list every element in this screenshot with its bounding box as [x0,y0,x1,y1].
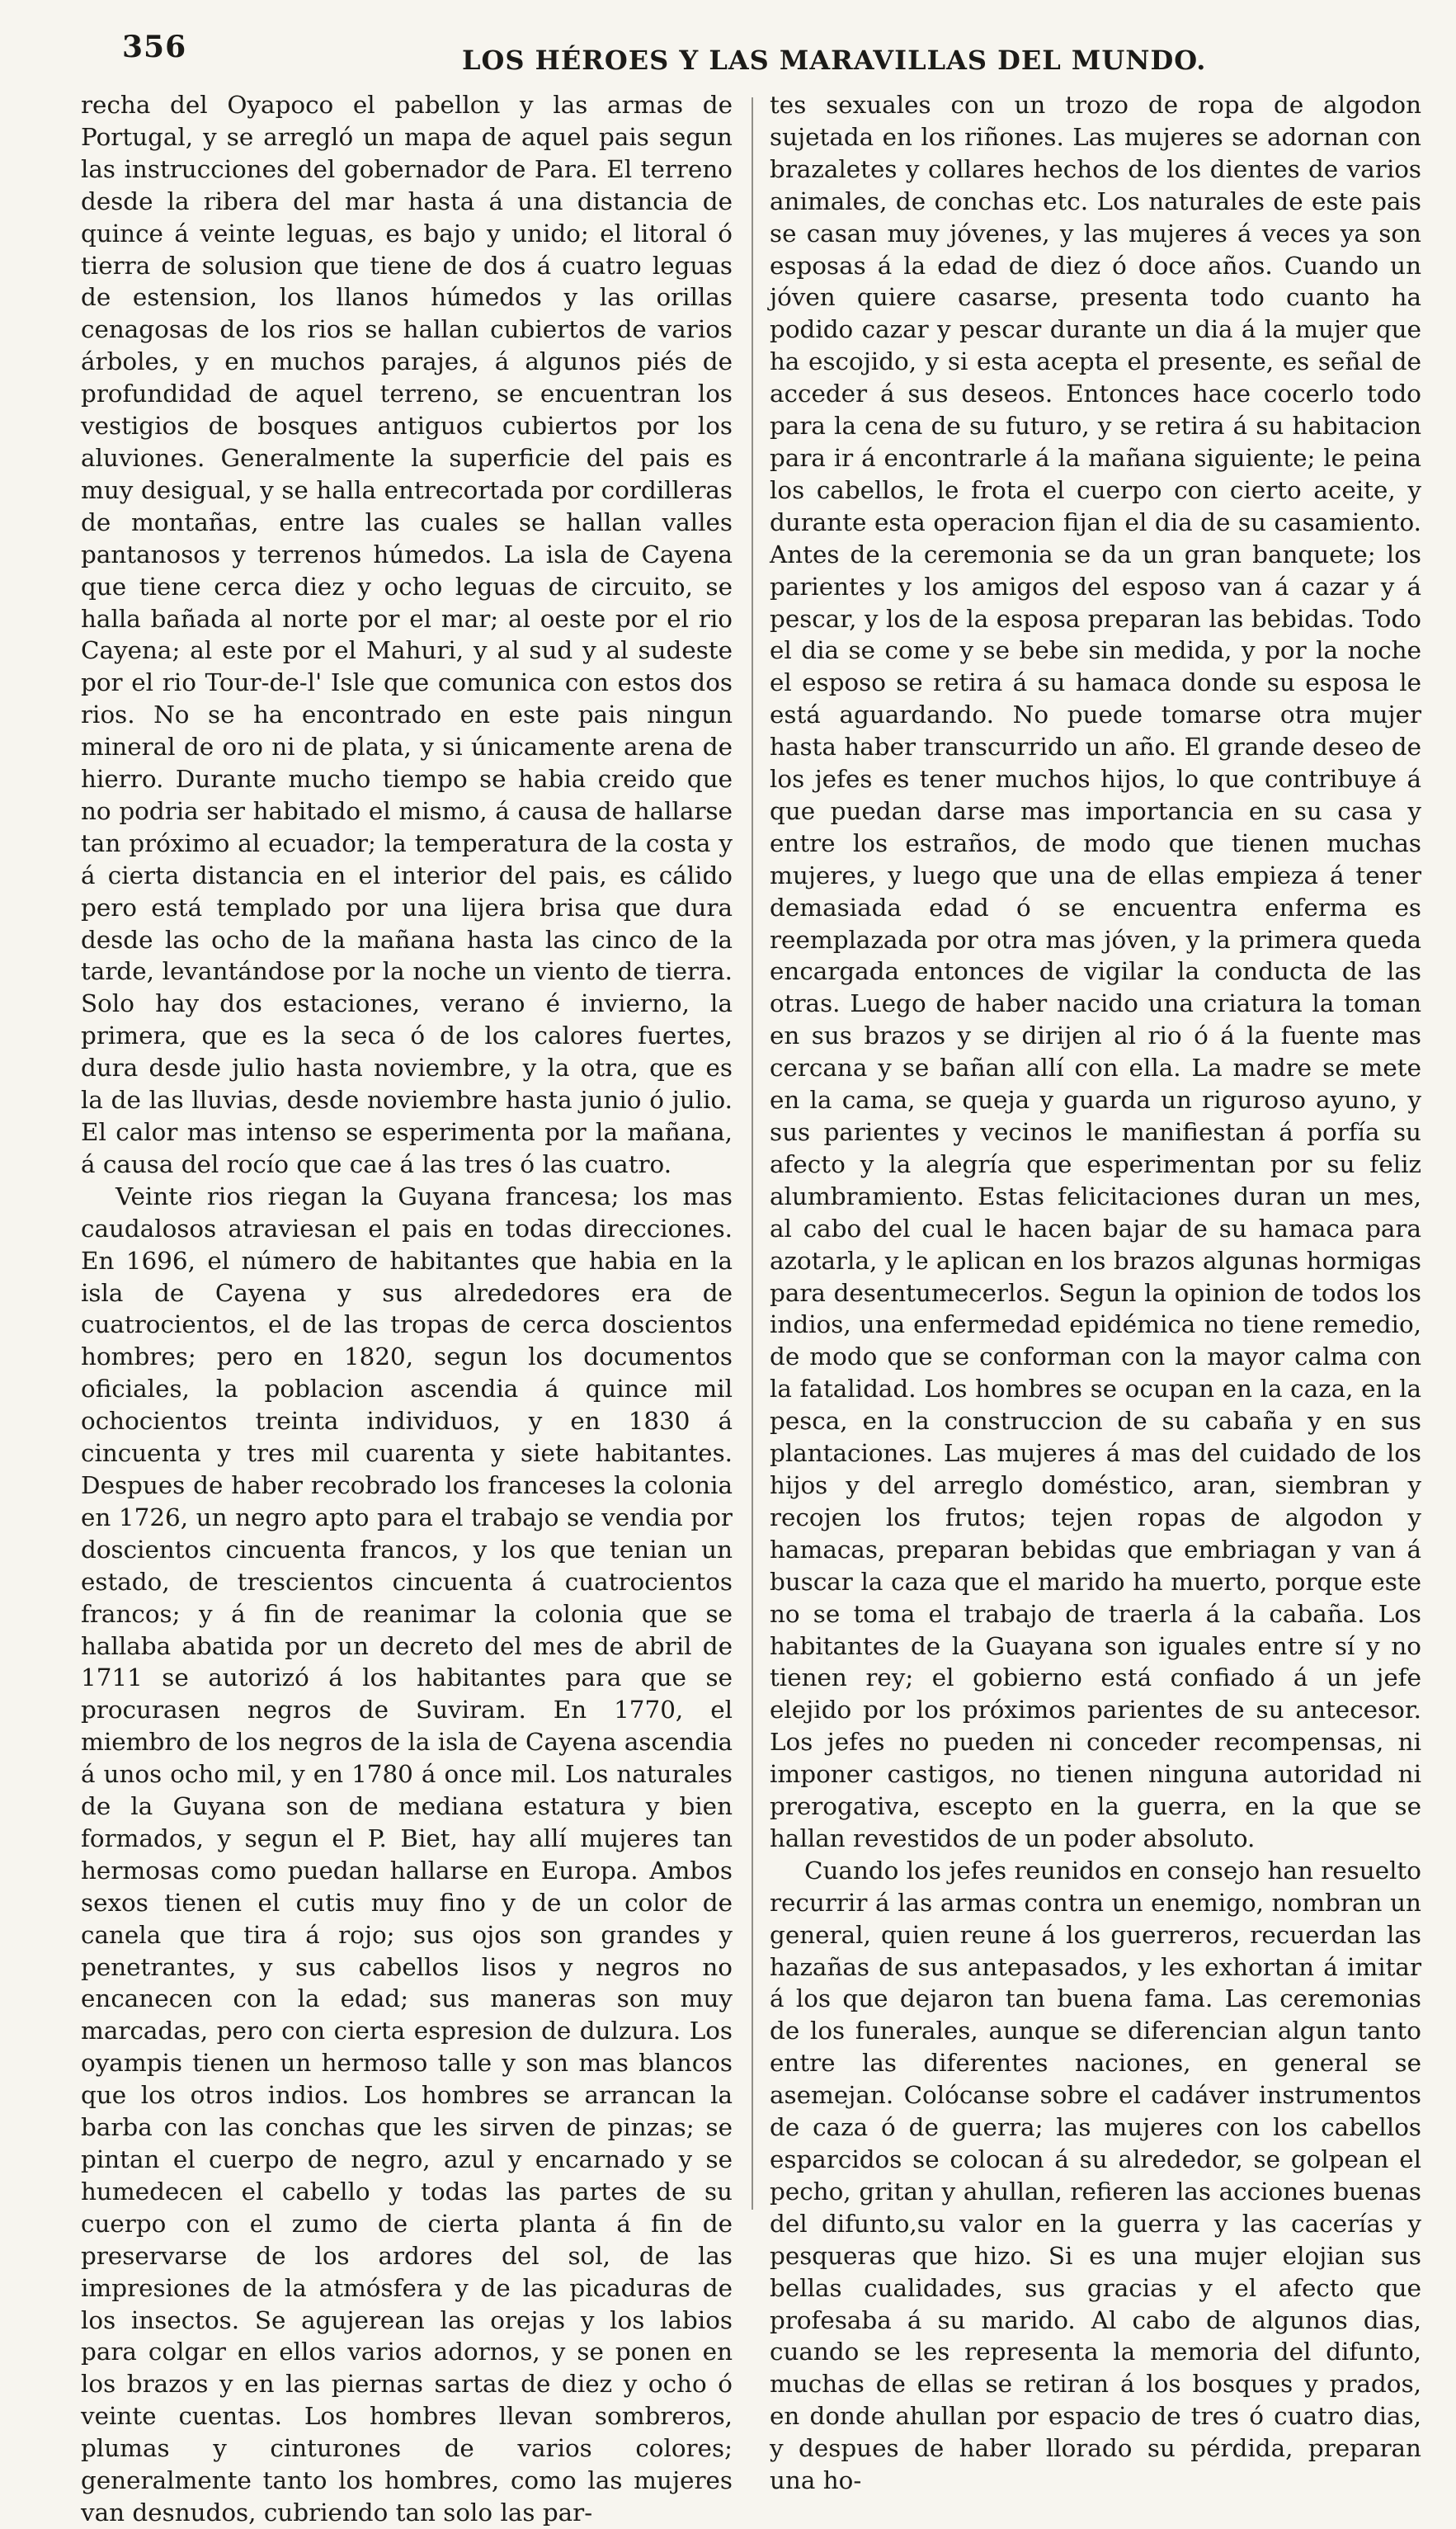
paragraph: tes sexuales con un trozo de ropa de algodon sujetada en los riñones. Las mujeres se adornan con brazaletes y collares hechos de los dientes de varios animales, de conchas etc. Los naturales de este pais se casan muy jóvenes, y las mujeres á veces ya son esposas á la edad de diez ó doce años. Cuando un jóven quiere casarse, presenta todo cuanto ha podido cazar y pescar durante un dia á la mujer que ha escojido, y si esta acepta el presente, es señal de acceder á sus deseos. Entonces hace cocerlo todo para la cena de su futuro, y se retira á su habitacion para ir á encontrarle á la mañana siguiente; le peina los cabellos, le frota el cuerpo con cierto aceite, y durante esta operacion fijan el dia de su casamiento. Antes de la ceremonia se da un gran banquete; los parientes y los amigos del esposo van á cazar y á pescar, y los de la esposa preparan las bebidas. Todo el dia se come y se bebe sin medida, y por la noche el esposo se retira á su hamaca donde su esposa le está aguardando. No puede tomarse otra mujer hasta haber transcurrido un año. El grande deseo de los jefes es tener muchos hijos, lo que contribuye á que puedan darse mas importancia en su casa y entre los estraños, de modo que tienen muchas mujeres, y luego que una de ellas empieza á tener demasiada edad ó se encuentra enferma es reemplazada por otra mas jóven, y la primera queda encargada entonces de vigilar la conducta de las otras. Luego de haber nacido una criatura la toman en sus brazos y se dirijen al rio ó á la fuente mas cercana y se bañan allí con ella. La madre se mete en la cama, se queja y guarda un riguroso ayuno, y sus parientes y vecinos le manifiestan á porfía su afecto y la alegría que esperimentan por su feliz alumbramiento. Estas felicitaciones duran un mes, al cabo del cual le hacen bajar de su hamaca para azotarla, y le aplican en los brazos algunas hormigas para desentumecerlos. Segun la opinion de todos los indios, una enfermedad epidémica no tiene remedio, de modo que se conforman con la mayor calma con la fatalidad. Los hombres se ocupan en la caza, en la pesca, en la construccion de su cabaña y en sus plantaciones. Las mujeres á mas del cuidado de los hijos y del arreglo doméstico, aran, siembran y recojen los frutos; tejen ropas de algodon y hamacas, preparan bebidas que embriagan y van á buscar la caza que el marido ha muerto, porque este no se toma el trabajo de traerla á la cabaña. Los habitantes de la Guayana son iguales entre sí y no tienen rey; el gobierno está confiado á un jefe elejido por los próximos parientes de su antecesor. Los jefes no pueden ni conceder recompensas, ni imponer castigos, no tienen ninguna autoridad ni prerogativa, escepto en la guerra, en la que se hallan revestidos de un poder absoluto. [770,91,1421,1852]
right-column [770,89,1421,2497]
paragraph: Veinte rios riegan la Guyana francesa; los mas caudalosos atraviesan el pais en todas direcciones. En 1696, el número de habitantes que habia en la isla de Cayena y sus alrededores era de cuatrocientos, el de las tropas de cerca doscientos hombres; pero en 1820, segun los documentos oficiales, la poblacion ascendia á quince mil ochocientos treinta individuos, y en 1830 á cincuenta y tres mil cuarenta y siete habitantes. Despues de haber recobrado los franceses la colonia en 1726, un negro apto para el trabajo se vendia por doscientos cincuenta francos, y los que tenian un estado, de trescientos cincuenta á cuatrocientos francos; y á fin de reanimar la colonia que se hallaba abatida por un decreto del mes de abril de 1711 se autorizó á los habitantes para que se procurasen negros de Suviram. En 1770, el miembro de los negros de la isla de Cayena ascendia á unos ocho mil, y en 1780 á once mil. Los naturales de la Guyana son de mediana estatura y bien formados, y segun el P. Biet, hay allí mujeres tan hermosas como puedan hallarse en Europa. Ambos sexos tienen el cutis muy fino y de un color de canela que tira á rojo; sus ojos son grandes y penetrantes, y sus cabellos lisos y negros no encanecen con la edad; sus maneras son muy marcadas, pero con cierta espresion de dulzura. Los oyampis tienen un hermoso talle y son mas blancos que los otros indios. Los hombres se arrancan la barba con las conchas que les sirven de pinzas; se pintan el cuerpo de negro, azul y encarnado y se humedecen el cabello y todas las partes de su cuerpo con el zumo de cierta planta á fin de preservarse de los ardores del sol, de las impresiones de la atmósfera y de las picaduras de los insectos. Se agujerean las orejas y los labios para colgar en ellos varios adornos, y se ponen en los brazos y en las piernas sartas de diez y ocho ó veinte cuentas. Los hombres llevan sombreros, plumas y cinturones de varios colores; generalmente tanto los hombres, como las mujeres van desnudos, cubriendo tan solo las par- [81,1182,733,2527]
running-title: LOS HÉROES Y LAS MARAVILLAS DEL MUNDO. [462,45,1207,76]
paragraph: Cuando los jefes reunidos en consejo han resuelto recurrir á las armas contra un enemigo, nombran un general, quien reune á los guerreros, recuerdan las hazañas de sus antepasados, y les exhortan á imitar á los que dejaron tan buena fama. Las ceremonias de los funerales, aunque se diferencian algun tanto entre las diferentes naciones, en general se asemejan. Colócanse sobre el cadáver instrumentos de caza ó de guerra; las mujeres con los cabellos esparcidos se colocan á su alrededor, se golpean el pecho, gritan y ahullan, refieren las acciones buenas del difunto,su valor en la guerra y las cacerías y pesqueras que hizo. Si es una mujer elojian sus bellas cualidades, sus gracias y el afecto que profesaba á su marido. Al cabo de algunos dias, cuando se les representa la memoria del difunto, muchas de ellas se retiran á los bosques y prados, en donde ahullan por espacio de tres ó cuatro dias, y despues de haber llorado su pérdida, preparan una ho- [770,1856,1421,2495]
paragraph: recha del Oyapoco el pabellon y las armas de Portugal, y se arregló un mapa de aquel pais segun las instrucciones del gobernador de Para. El terreno desde la ribera del mar hasta á una distancia de quince á veinte leguas, es bajo y unido; el litoral ó tierra de solusion que tiene de dos á cuatro leguas de estension, los llanos húmedos y las orillas cenagosas de los rios se hallan cubiertos de varios árboles, y en muchos parajes, á algunos piés de profundidad de aquel terreno, se encuentran los vestigios de bosques antiguos cubiertos por los aluviones. Generalmente la superficie del pais es muy desigual, y se halla entrecortada por cordilleras de montañas, entre las cuales se hallan valles pantanosos y terrenos húmedos. La isla de Cayena que tiene cerca diez y ocho leguas de circuito, se halla bañada al norte por el mar; al oeste por el rio Cayena; al este por el Mahuri, y al sud y al sudeste por el rio Tour-de-l' Isle que comunica con estos dos rios. No se ha encontrado en este pais ningun mineral de oro ni de plata, y si únicamente arena de hierro. Durante mucho tiempo se habia creido que no podria ser habitado el mismo, á causa de hallarse tan próximo al ecuador; la temperatura de la costa y á cierta distancia en el interior del pais, es cálido pero está templado por una lijera brisa que dura desde las ocho de la mañana hasta las cinco de la tarde, levantándose por la noche un viento de tierra. Solo hay dos estaciones, verano é invierno, la primera, que es la seca ó de los calores fuertes, dura desde julio hasta noviembre, y la otra, que es la de las lluvias, desde noviembre hasta junio ó julio. El calor mas intenso se esperimenta por la mañana, á causa del rocío que cae á las tres ó las cuatro. [81,91,733,1178]
page-number: 356 [122,30,187,64]
column-divider [752,97,753,2210]
left-column [81,89,733,2529]
